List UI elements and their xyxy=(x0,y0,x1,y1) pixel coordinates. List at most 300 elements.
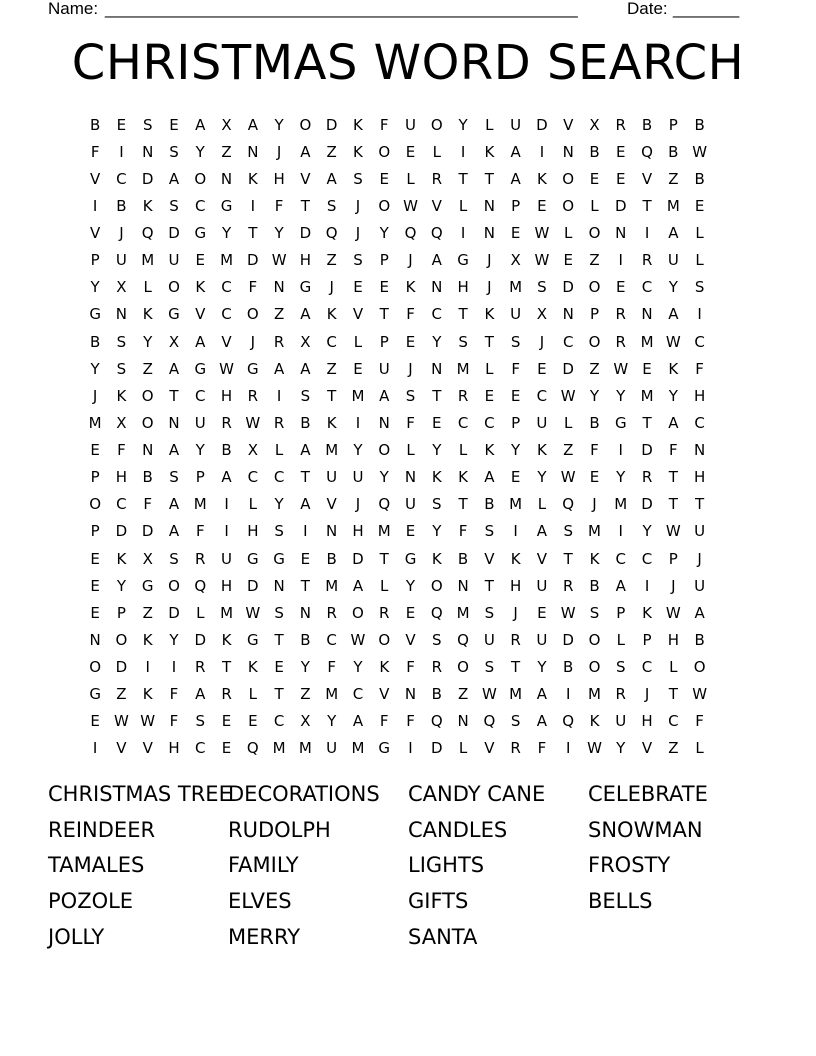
grid-letter: R xyxy=(273,332,285,351)
grid-letter: L xyxy=(406,169,415,188)
grid-row xyxy=(82,301,738,328)
grid-letter: O xyxy=(352,603,364,622)
grid-letter: M xyxy=(509,685,523,704)
grid-letter: T xyxy=(327,386,337,405)
grid-row xyxy=(82,192,738,219)
grid-letter: O xyxy=(693,658,706,677)
grid-letter: G xyxy=(378,739,391,758)
word-list-item: ELVES xyxy=(228,889,292,914)
grid-letter: N xyxy=(457,712,469,731)
grid-letter: J xyxy=(644,685,650,704)
grid-letter: S xyxy=(432,495,442,514)
word-list-row xyxy=(48,776,788,812)
grid-letter: Z xyxy=(326,359,337,378)
grid-letter: S xyxy=(510,332,521,351)
grid-letter: V xyxy=(352,305,364,324)
grid-letter: K xyxy=(247,169,258,188)
grid-letter: I xyxy=(145,658,150,677)
grid-letter: X xyxy=(142,549,153,568)
grid-letter: Y xyxy=(195,142,205,161)
grid-letter: E xyxy=(221,712,232,731)
grid-letter: D xyxy=(562,278,574,297)
grid-letter: W xyxy=(534,251,550,270)
grid-letter: P xyxy=(90,468,100,487)
grid-row xyxy=(82,681,738,708)
grid-letter: O xyxy=(378,196,391,215)
grid-letter: N xyxy=(483,196,495,215)
grid-letter: I xyxy=(303,522,308,541)
grid-letter: I xyxy=(697,305,702,324)
grid-letter: Y xyxy=(537,658,547,677)
grid-letter: G xyxy=(299,278,312,297)
grid-letter: D xyxy=(431,739,443,758)
grid-letter: C xyxy=(431,305,443,324)
grid-row xyxy=(82,599,738,626)
grid-letter: V xyxy=(116,739,127,758)
grid-letter: U xyxy=(405,115,416,134)
grid-letter: H xyxy=(115,468,128,487)
grid-letter: K xyxy=(484,441,495,460)
grid-letter: N xyxy=(247,142,259,161)
grid-row xyxy=(82,626,738,653)
grid-letter: J xyxy=(592,495,597,514)
grid-letter: S xyxy=(353,251,363,270)
grid-letter: S xyxy=(326,196,337,215)
word-list-item: FROSTY xyxy=(588,853,671,878)
grid-letter: C xyxy=(536,386,548,405)
grid-letter: G xyxy=(614,413,627,432)
grid-letter: T xyxy=(668,685,678,704)
grid-letter: M xyxy=(456,359,470,378)
grid-letter: Y xyxy=(353,658,363,677)
grid-letter: V xyxy=(484,739,495,758)
grid-letter: C xyxy=(195,386,206,405)
grid-letter: J xyxy=(355,495,361,514)
grid-letter: F xyxy=(248,278,258,297)
grid-letter: H xyxy=(641,712,653,731)
grid-letter: M xyxy=(588,522,601,541)
grid-letter: N xyxy=(142,142,154,161)
grid-letter: E xyxy=(405,522,416,541)
grid-letter: Q xyxy=(404,224,417,243)
grid-letter: O xyxy=(89,495,102,514)
grid-letter: W xyxy=(692,142,708,161)
grid-letter: M xyxy=(220,251,234,270)
word-list-item: CHRISTMAS TREE xyxy=(48,781,232,806)
grid-letter: K xyxy=(458,468,468,487)
grid-letter: E xyxy=(589,468,600,487)
grid-letter: E xyxy=(432,413,442,432)
grid-row xyxy=(82,355,738,382)
grid-letter: P xyxy=(195,468,205,487)
grid-letter: Q xyxy=(430,224,443,243)
grid-letter: J xyxy=(487,278,492,297)
grid-letter: D xyxy=(562,359,574,378)
grid-letter: O xyxy=(588,278,601,297)
grid-row xyxy=(82,545,738,572)
grid-letter: F xyxy=(327,658,336,677)
grid-letter: U xyxy=(536,413,548,432)
grid-letter: F xyxy=(379,115,389,134)
grid-letter: U xyxy=(378,359,390,378)
grid-letter: B xyxy=(589,142,600,161)
grid-row xyxy=(82,382,738,409)
grid-letter: B xyxy=(589,413,600,432)
grid-letter: R xyxy=(273,413,285,432)
grid-letter: I xyxy=(618,251,623,270)
page-title: CHRISTMAS WORD SEARCH xyxy=(71,35,745,91)
grid-letter: C xyxy=(195,196,206,215)
name-line: __________________________________________________ xyxy=(105,0,578,18)
grid-letter: L xyxy=(458,441,468,460)
grid-letter: Y xyxy=(274,224,284,243)
grid-letter: W xyxy=(114,712,129,731)
grid-letter: U xyxy=(694,576,706,595)
grid-letter: Y xyxy=(616,739,626,758)
grid-letter: V xyxy=(326,495,337,514)
grid-letter: U xyxy=(694,522,706,541)
grid-letter: P xyxy=(616,603,626,622)
grid-letter: M xyxy=(377,522,391,541)
grid-letter: A xyxy=(536,685,548,704)
grid-letter: T xyxy=(300,576,310,595)
grid-letter: M xyxy=(509,495,523,514)
grid-letter: F xyxy=(379,712,389,731)
grid-letter: N xyxy=(168,413,180,432)
grid-letter: G xyxy=(89,305,101,324)
word-list-row xyxy=(48,848,788,884)
grid-letter: A xyxy=(300,359,311,378)
grid-letter: W xyxy=(665,522,681,541)
grid-letter: G xyxy=(168,305,180,324)
grid-letter: B xyxy=(300,413,311,432)
word-list-item: DECORATIONS xyxy=(228,781,380,806)
grid-letter: V xyxy=(641,169,653,188)
grid-letter: K xyxy=(668,359,679,378)
grid-letter: Y xyxy=(668,278,678,297)
grid-row xyxy=(82,328,738,355)
grid-letter: M xyxy=(88,413,102,432)
grid-letter: R xyxy=(221,685,232,704)
grid-letter: E xyxy=(405,142,416,161)
grid-letter: B xyxy=(641,115,653,134)
grid-letter: Y xyxy=(432,522,442,541)
grid-letter: M xyxy=(351,739,365,758)
grid-letter: N xyxy=(457,576,469,595)
grid-letter: I xyxy=(644,224,650,243)
grid-letter: K xyxy=(142,685,153,704)
grid-letter: Z xyxy=(221,142,232,161)
grid-letter: R xyxy=(510,739,521,758)
grid-letter: F xyxy=(695,359,704,378)
grid-row xyxy=(82,247,738,274)
grid-letter: U xyxy=(168,251,180,270)
grid-letter: C xyxy=(116,169,127,188)
grid-letter: D xyxy=(141,522,154,541)
grid-letter: E xyxy=(563,251,573,270)
grid-letter: W xyxy=(245,413,261,432)
grid-letter: V xyxy=(536,549,548,568)
grid-letter: F xyxy=(669,441,678,460)
grid-letter: E xyxy=(274,658,284,677)
grid-letter: O xyxy=(378,142,391,161)
date-line: _______ xyxy=(673,0,740,18)
grid-letter: T xyxy=(484,332,494,351)
grid-letter: L xyxy=(695,739,704,758)
grid-letter: N xyxy=(299,603,311,622)
grid-letter: I xyxy=(618,522,623,541)
word-list-item: TAMALES xyxy=(48,853,145,878)
grid-letter: X xyxy=(589,115,600,134)
grid-letter: V xyxy=(405,630,416,649)
grid-letter: I xyxy=(565,685,571,704)
grid-letter: E xyxy=(642,359,652,378)
grid-letter: N xyxy=(693,441,706,460)
grid-letter: A xyxy=(431,251,442,270)
grid-letter: A xyxy=(300,142,311,161)
grid-letter: D xyxy=(299,224,312,243)
grid-letter: N xyxy=(404,685,417,704)
grid-letter: E xyxy=(484,386,495,405)
grid-letter: I xyxy=(276,386,282,405)
grid-row xyxy=(82,138,738,165)
grid-letter: L xyxy=(458,196,468,215)
grid-letter: V xyxy=(142,739,153,758)
grid-letter: K xyxy=(484,305,495,324)
grid-letter: F xyxy=(406,305,415,324)
grid-letter: C xyxy=(221,305,232,324)
grid-letter: N xyxy=(326,522,338,541)
grid-letter: M xyxy=(666,196,680,215)
grid-row xyxy=(82,274,738,301)
grid-letter: A xyxy=(300,305,311,324)
grid-letter: C xyxy=(615,549,626,568)
grid-letter: S xyxy=(142,115,153,134)
grid-letter: S xyxy=(274,522,284,541)
grid-letter: K xyxy=(353,115,363,134)
grid-letter: E xyxy=(616,142,626,161)
grid-letter: Q xyxy=(194,576,207,595)
grid-letter: N xyxy=(89,630,101,649)
grid-letter: Y xyxy=(90,278,100,297)
grid-letter: K xyxy=(589,712,600,731)
grid-letter: I xyxy=(224,522,229,541)
grid-letter: S xyxy=(432,630,442,649)
grid-letter: B xyxy=(431,685,442,704)
grid-letter: Y xyxy=(116,576,126,595)
grid-letter: Z xyxy=(457,685,469,704)
grid-letter: C xyxy=(694,332,705,351)
grid-letter: X xyxy=(116,413,127,432)
grid-letter: S xyxy=(694,278,705,297)
grid-letter: Z xyxy=(142,359,153,378)
grid-letter: L xyxy=(564,413,573,432)
grid-letter: T xyxy=(511,658,521,677)
grid-letter: Y xyxy=(511,441,521,460)
grid-letter: F xyxy=(117,441,126,460)
grid-letter: S xyxy=(169,549,179,568)
grid-letter: E xyxy=(616,169,626,188)
grid-letter: R xyxy=(615,685,626,704)
grid-letter: O xyxy=(588,224,601,243)
grid-letter: N xyxy=(142,441,154,460)
grid-letter: U xyxy=(405,495,416,514)
grid-letter: R xyxy=(431,658,443,677)
grid-letter: A xyxy=(195,332,206,351)
grid-letter: F xyxy=(406,413,415,432)
grid-letter: A xyxy=(668,305,679,324)
grid-letter: W xyxy=(560,603,576,622)
grid-letter: Y xyxy=(589,386,600,405)
grid-letter: F xyxy=(537,739,547,758)
grid-letter: S xyxy=(563,522,573,541)
word-list-item: GIFTS xyxy=(408,889,469,914)
grid-letter: M xyxy=(298,739,312,758)
grid-letter: R xyxy=(615,115,626,134)
grid-letter: X xyxy=(300,332,311,351)
grid-letter: T xyxy=(379,305,389,324)
grid-letter: P xyxy=(668,115,678,134)
grid-letter: S xyxy=(484,658,495,677)
grid-letter: D xyxy=(247,576,259,595)
grid-letter: P xyxy=(511,196,521,215)
grid-letter: Z xyxy=(116,685,127,704)
grid-letter: I xyxy=(250,196,256,215)
grid-letter: V xyxy=(563,115,574,134)
grid-letter: B xyxy=(484,495,495,514)
grid-letter: G xyxy=(247,630,259,649)
grid-row xyxy=(82,165,738,192)
word-list-item: SANTA xyxy=(408,925,478,950)
grid-row xyxy=(82,708,738,735)
grid-letter: M xyxy=(325,685,339,704)
grid-letter: S xyxy=(589,603,600,622)
grid-letter: B xyxy=(89,332,101,351)
grid-letter: O xyxy=(430,115,443,134)
grid-letter: U xyxy=(221,549,233,568)
grid-letter: T xyxy=(274,685,284,704)
grid-letter: I xyxy=(408,739,413,758)
grid-letter: N xyxy=(378,413,390,432)
grid-letter: G xyxy=(457,251,469,270)
grid-letter: P xyxy=(116,603,126,622)
grid-letter: B xyxy=(668,142,679,161)
grid-letter: J xyxy=(250,332,256,351)
grid-letter: L xyxy=(485,115,494,134)
grid-letter: T xyxy=(300,468,310,487)
grid-letter: N xyxy=(615,224,627,243)
grid-letter: B xyxy=(326,549,337,568)
grid-letter: E xyxy=(90,441,100,460)
grid-letter: N xyxy=(431,359,443,378)
grid-letter: C xyxy=(641,549,653,568)
grid-letter: A xyxy=(168,359,180,378)
grid-letter: U xyxy=(352,468,364,487)
grid-letter: P xyxy=(90,522,100,541)
grid-letter: U xyxy=(115,251,127,270)
grid-letter: B xyxy=(300,630,311,649)
grid-letter: S xyxy=(274,603,284,622)
grid-letter: Y xyxy=(616,386,626,405)
grid-letter: H xyxy=(457,278,469,297)
grid-letter: I xyxy=(618,441,623,460)
grid-letter: W xyxy=(403,196,418,215)
grid-letter: N xyxy=(483,224,495,243)
grid-letter: E xyxy=(510,224,521,243)
grid-letter: K xyxy=(195,278,206,297)
grid-letter: R xyxy=(379,603,390,622)
grid-row xyxy=(82,735,738,762)
grid-letter: J xyxy=(408,251,413,270)
grid-letter: W xyxy=(560,386,576,405)
grid-letter: U xyxy=(615,712,627,731)
grid-letter: P xyxy=(379,332,389,351)
grid-letter: T xyxy=(484,169,494,188)
grid-letter: M xyxy=(509,278,523,297)
grid-letter: C xyxy=(562,332,574,351)
grid-letter: O xyxy=(378,441,391,460)
grid-letter: W xyxy=(481,685,497,704)
grid-letter: L xyxy=(432,142,441,161)
grid-letter: X xyxy=(247,441,258,460)
grid-letter: A xyxy=(668,413,679,432)
grid-letter: J xyxy=(355,196,361,215)
word-list-item: FAMILY xyxy=(228,853,299,878)
grid-letter: K xyxy=(431,549,442,568)
grid-letter: I xyxy=(119,142,124,161)
grid-letter: Q xyxy=(325,224,338,243)
grid-letter: R xyxy=(615,332,626,351)
grid-letter: F xyxy=(90,142,100,161)
grid-letter: S xyxy=(405,386,416,405)
grid-letter: W xyxy=(613,359,629,378)
grid-letter: H xyxy=(693,468,706,487)
grid-letter: O xyxy=(141,413,154,432)
grid-letter: Z xyxy=(326,251,337,270)
grid-letter: A xyxy=(326,169,337,188)
grid-letter: Y xyxy=(274,115,284,134)
grid-letter: O xyxy=(194,169,207,188)
grid-letter: M xyxy=(588,685,601,704)
grid-letter: E xyxy=(379,169,389,188)
word-list-item: MERRY xyxy=(228,925,301,950)
grid-letter: F xyxy=(406,658,415,677)
grid-row xyxy=(82,437,738,464)
word-list-row xyxy=(48,812,788,848)
grid-letter: E xyxy=(537,603,547,622)
grid-letter: L xyxy=(353,332,363,351)
grid-letter: C xyxy=(694,413,705,432)
grid-letter: M xyxy=(614,495,628,514)
grid-letter: S xyxy=(195,712,206,731)
grid-letter: E xyxy=(90,549,100,568)
grid-letter: Y xyxy=(221,224,232,243)
grid-letter: O xyxy=(562,169,575,188)
grid-letter: C xyxy=(273,712,285,731)
grid-letter: G xyxy=(404,549,417,568)
grid-letter: I xyxy=(539,142,545,161)
grid-letter: L xyxy=(695,224,704,243)
grid-letter: A xyxy=(195,115,206,134)
date-label: Date: xyxy=(627,0,668,18)
grid-letter: G xyxy=(194,224,207,243)
grid-letter: E xyxy=(221,739,232,758)
grid-letter: C xyxy=(326,630,337,649)
grid-letter: Y xyxy=(195,441,205,460)
grid-letter: N xyxy=(562,142,574,161)
grid-letter: E xyxy=(537,196,547,215)
grid-letter: V xyxy=(221,332,232,351)
